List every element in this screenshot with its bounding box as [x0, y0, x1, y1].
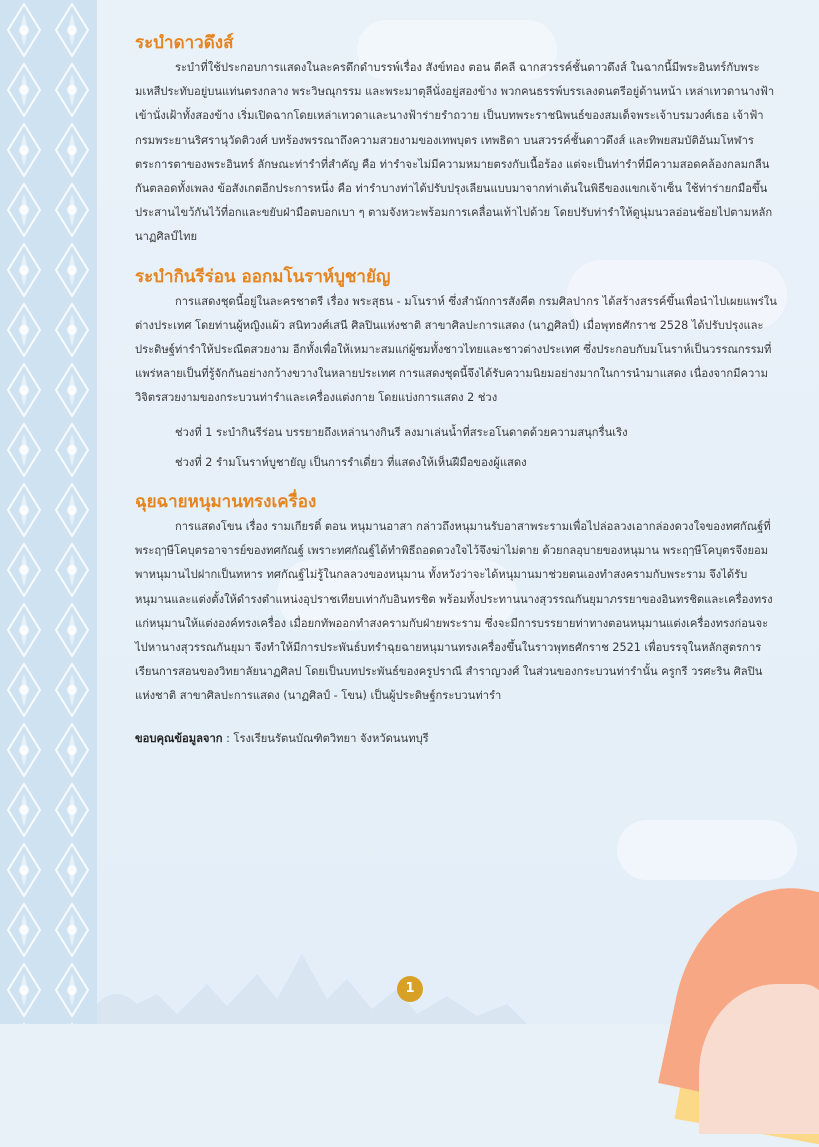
credit-source: : โรงเรียนรัตนบัณฑิตวิทยา จังหวัดนนทบุรี: [226, 731, 429, 745]
section-title-rabam-daodueng: ระบำดาวดึงส์: [135, 33, 234, 53]
section-body-rabam-daodueng: ระบำที่ใช้ประกอบการแสดงในละครดึกดำบรรพ์เรื่อง สังข์ทอง ตอน ตีคลี ฉากสวรรค์ชั้นดาวดึงส์ ในฉากนี้มีพระอินทร์กับพระมเหสีประทับอยู่บนแท่นตรงกลาง พระวิษณุกรรม และพระมาตุลีนั่งอยู่สองข้าง พวกคนธรรพ์บรรเลงดนตรีอยู่ด้านหน้า เหล่าเทวดานางฟ้าเข้านั่งเฝ้าทั้งสองข้าง เริ่มเปิดฉากโดยเหล่าเทวดาและนางฟ้าร่ายรำถวาย เป็นบทพระราชนิพนธ์ของสมเด็จพระเจ้าบรมวงศ์เธอ เจ้าฟ้ากรมพระยานริศรานุวัดติวงศ์ บทร้องพรรณาถึงความสวยงามของเทพบุตร เทพธิดา บนสวรรค์ชั้นดาวดึงส์ และทิพยสมบัติอันมโหฬารตระการตาของพระอินทร์ ลักษณะท่ารำที่สำคัญ คือ ท่ารำจะไม่มีความหมายตรงกับเนื้อร้อง แต่จะเป็นท่ารำที่มีความสอดคล้องกลมกลืนกันตลอดทั้งเพลง ข้อสังเกตอีกประการหนึ่ง คือ ท่ารำบางท่าได้ปรับปรุงเลียนแบบมาจากท่าเต้นในพิธีของแขกเจ้าเซ็น ใช้ท่าร่ายกมือขึ้นประสานไขว้กันไว้ที่อกและขยับฝ่ามือตบอกเบา ๆ ตามจังหวะพร้อมการเคลื่อนเท้าไปด้วย โดยปรับท่ารำให้ดูนุ่มนวลอ่อนช้อยไปตามหลักนาฏศิลป์ไทย: [135, 61, 775, 244]
credit-line: [135, 727, 780, 751]
section-part-2: ช่วงที่ 2 รำมโนราห์บูชายัญ เป็นการรำเดี่ยว ที่แสดงให้เห็นฝีมือของผู้แสดง: [175, 455, 527, 469]
section-body-rabam-kinnari: การแสดงชุดนี้อยู่ในละครชาตรี เรื่อง พระสุธน - มโนราห์ ซึ่งสำนักการสังคีต กรมศิลปากร ได้สร้างสรรค์ขึ้นเพื่อนำไปเผยแพร่ในต่างประเทศ โดยท่านผู้หญิงแผ้ว สนิทวงศ์เสนี ศิลปินแห่งชาติ สาขาศิลปะการแสดง (นาฏศิลป์) เมื่อพุทธศักราช 2528 ได้ปรับปรุงและประดิษฐ์ท่ารำให้ประณีตสวยงาม อีกทั้งเพื่อให้เหมาะสมแก่ผู้ชมทั้งชาวไทยและชาวต่างประเทศ ซึ่งประกอบกับมโนราห์เป็นวรรณกรรมที่แพร่หลายเป็นที่รู้จักกันอย่างกว้างขวางในหลายประเทศ การแสดงชุดนี้จึงได้รับความนิยมอย่างมากในการนำมาแสดง เนื่องจากมีความวิจิตรสวยงามของกระบวนท่ารำและเครื่องแต่งกาย โดยแบ่งการแสดง 2 ช่วง: [135, 294, 777, 405]
section-body-chuichai-hanuman: การแสดงโขน เรื่อง รามเกียรติ์ ตอน หนุมานอาสา กล่าวถึงหนุมานรับอาสาพระรามเพื่อไปล่อลวงเอากล่องดวงใจของทศกัณฐ์ที่พระฤๅษีโคบุตรอาจารย์ของทศกัณฐ์ เพราะทศกัณฐ์ได้ทำพิธีถอดดวงใจไว้จึงฆ่าไม่ตาย ด้วยกลอุบายของหนุมาน พระฤๅษีโคบุตรจึงยอมพาหนุมานไปฝากเป็นทหาร ทศกัณฐ์ไม่รู้ในกลลวงของหนุมาน ทั้งหวังว่าจะได้หนุมานมาช่วยตนเองทำสงครามกับพระราม จึงได้รับหนุมานและแต่งตั้งให้ดำรงตำแหน่งอุปราชเทียบเท่ากับอินทรชิต พร้อมทั้งประทานนางสุวรรณกันยุมาภรรยาของอินทรชิตและเครื่องทรงแก่หนุมานให้แต่งองค์ทรงเครื่อง เมื่อยกทัพออกทำสงครามกับฝ่ายพระราม ซึ่งจะมีการบรรยายท่าทางตอนหนุมานแต่งเครื่องทรงก่อนจะไปหานางสุวรรณกันยุมา จึงทำให้มีการประพันธ์บทรำฉุยฉายหนุมานทรงเครื่องขึ้นในราวพุทธศักราช 2521 เพื่อบรรจุในหลักสูตรการเรียนการสอนของวิทยาลัยนาฏศิลป โดยเป็นบทประพันธ์ของครูปราณี สำราญวงศ์ ในส่วนของกระบวนท่ารำนั้น ครูกรี วรศะริน ศิลปินแห่งชาติ สาขาศิลปะการแสดง (นาฏศิลป์ - โขน) เป็นผู้ประดิษฐ์กระบวนท่ารำ: [135, 520, 773, 703]
decorative-pattern-band: [0, 0, 97, 1024]
thai-pattern-decoration: [0, 0, 97, 1024]
section-title-chuichai-hanuman: ฉุยฉายหนุมานทรงเครื่อง: [135, 492, 317, 513]
section-title-rabam-kinnari: ระบำกินรีร่อน ออกมโนราห์บูชายัญ: [135, 266, 391, 287]
article-content: [135, 30, 780, 751]
temple-silhouette-decoration: [97, 944, 527, 1024]
section-part-1: ช่วงที่ 1 ระบำกินรีร่อน บรรยายถึงเหล่านางกินรี ลงมาเล่นน้ำที่สระอโนดาตด้วยความสนุกรื่นเริง: [175, 425, 628, 439]
credit-label: ขอบคุณข้อมูลจาก: [135, 731, 223, 745]
cloud-decoration: [617, 820, 797, 880]
page-number-badge: 1: [397, 976, 423, 1002]
